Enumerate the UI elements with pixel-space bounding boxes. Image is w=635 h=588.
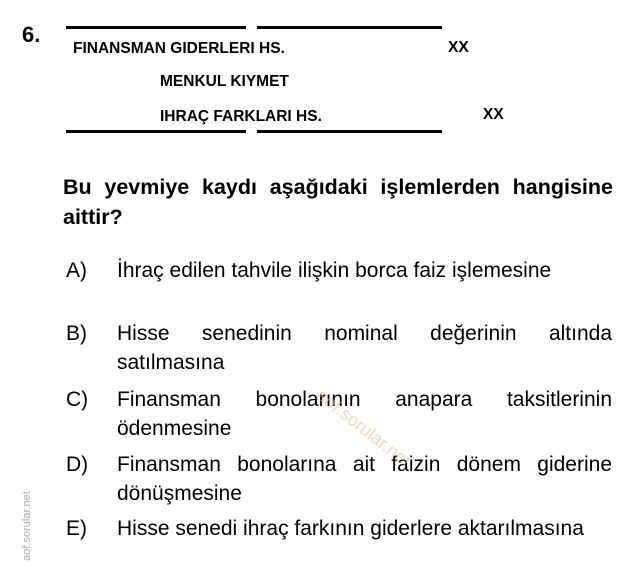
side-watermark: aof.sorular.net <box>20 491 33 561</box>
question-number: 6. <box>22 22 41 47</box>
watermark: aof.sorular.net <box>312 385 415 471</box>
option-letter: D) <box>66 453 89 476</box>
option-letter: E) <box>66 517 87 540</box>
option-text: Finansman bonolarına ait faizin dönem giderine dönüşmesine <box>117 453 612 505</box>
option-text: Hisse senedinin nominal değerinin altında satılmasına <box>117 322 612 374</box>
credit-account-line1: MENKUL KIYMET <box>160 73 289 90</box>
question-text: Bu yevmiye kaydı aşağıdaki işlemlerden hangisine aittir? <box>63 175 613 229</box>
bottom-rule-left <box>66 130 246 133</box>
bottom-rule-right <box>257 130 442 133</box>
top-rule-right <box>257 26 442 29</box>
option-letter: A) <box>66 259 87 282</box>
credit-amount: XX <box>483 106 504 123</box>
debit-account: FINANSMAN GIDERLERI HS. <box>73 40 285 57</box>
option-text: Hisse senedi ihraç farkının giderlere aktarılmasına <box>117 517 584 540</box>
debit-amount: XX <box>448 39 469 56</box>
option-text: İhraç edilen tahvile ilişkin borca faiz işlemesine <box>117 259 552 282</box>
credit-account-line2: IHRAÇ FARKLARI HS. <box>160 108 322 125</box>
option-e[interactable] <box>66 514 612 543</box>
option-text: Finansman bonolarının anapara taksitlerinin ödenmesine <box>117 388 612 440</box>
option-letter: B) <box>66 322 87 345</box>
option-b[interactable] <box>66 319 612 377</box>
option-d[interactable] <box>66 450 612 508</box>
top-rule-left <box>66 26 246 29</box>
option-letter: C) <box>66 388 89 411</box>
option-a[interactable] <box>66 256 612 285</box>
